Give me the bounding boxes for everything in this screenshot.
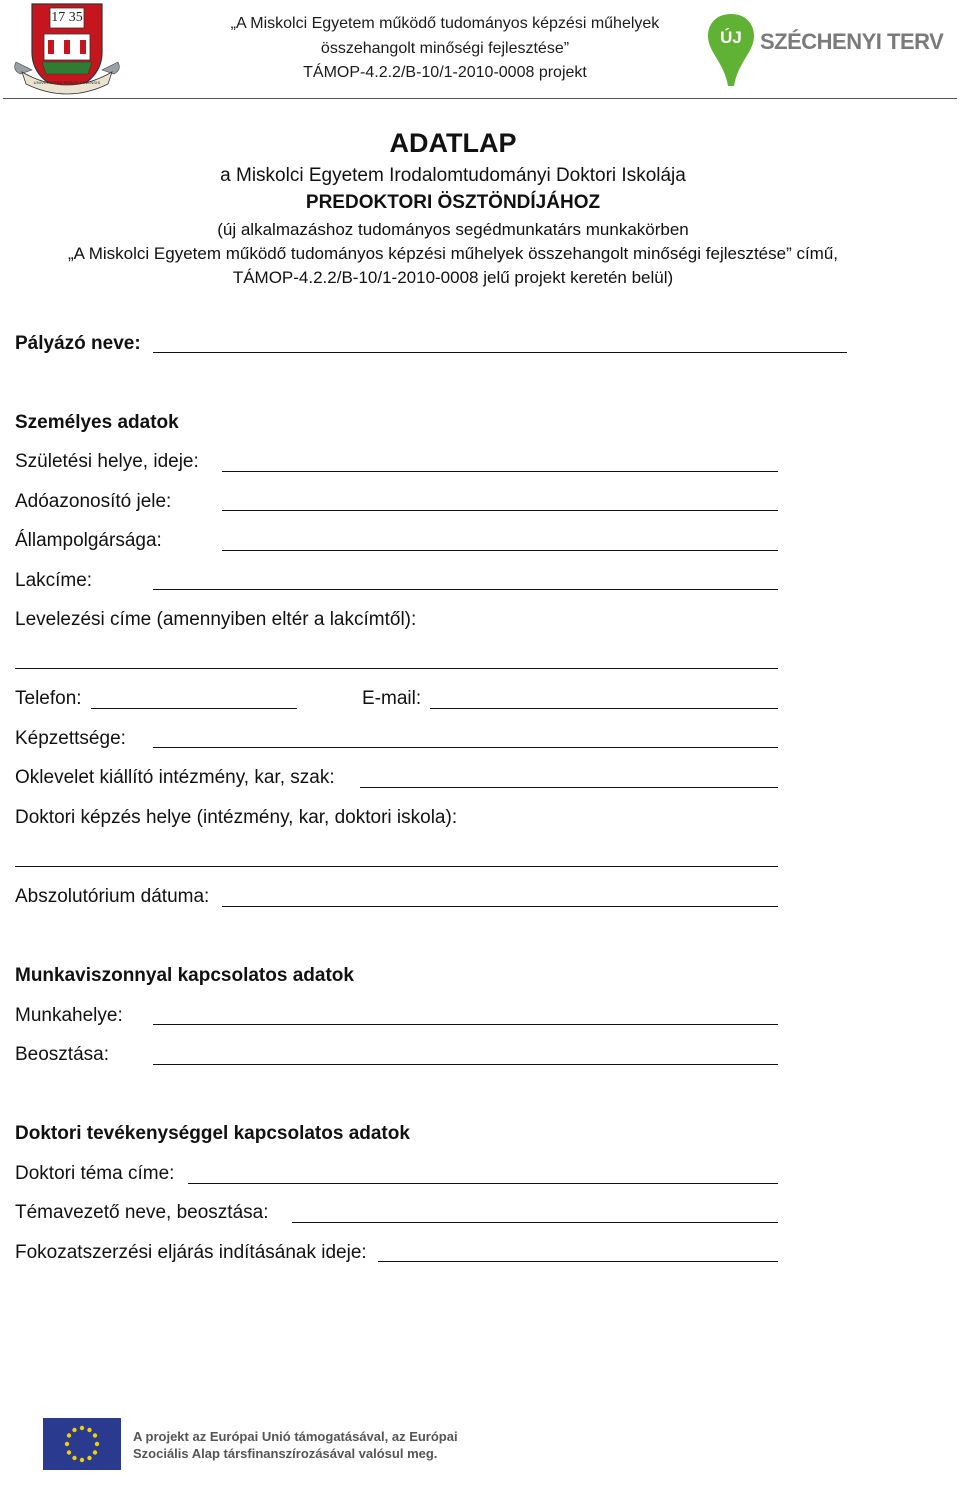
workplace-label: Munkahelye: (15, 1005, 123, 1026)
qualification-field[interactable] (153, 747, 778, 748)
supervisor-field[interactable] (292, 1222, 778, 1223)
section-heading-employment: Munkaviszonnyal kapcsolatos adatok (15, 965, 354, 986)
email-label: E-mail: (362, 688, 422, 709)
crest-years: 17 35 (51, 10, 83, 25)
diploma-institution-label: Oklevelet kiállító intézmény, kar, szak: (15, 767, 335, 788)
birth-field[interactable] (222, 471, 778, 472)
title-project-name: „A Miskolci Egyetem működő tudományos képzési műhelyek összehangolt minőségi fejlesztése” című, (67, 244, 839, 263)
tax-id-label: Adóazonosító jele: (15, 491, 172, 512)
phone-label: Telefon: (15, 688, 82, 709)
szechenyi-terv-text: SZÉCHENYI TERV (760, 29, 944, 54)
email-field[interactable] (430, 708, 778, 709)
title-doctoral-school: a Miskolci Egyetem Irodalomtudományi Doktori Iskolája (220, 165, 686, 186)
doctoral-topic-label: Doktori téma címe: (15, 1163, 175, 1184)
supervisor-label: Témavezető neve, beosztása: (15, 1202, 269, 1223)
mailing-address-field[interactable] (15, 668, 778, 669)
szechenyi-uj-mark: ÚJ (720, 28, 742, 47)
position-field[interactable] (153, 1064, 778, 1065)
phone-field[interactable] (91, 708, 297, 709)
procedure-start-field[interactable] (378, 1261, 778, 1262)
doctoral-place-field[interactable] (15, 866, 778, 867)
birth-label: Születési helye, ideje: (15, 451, 199, 472)
university-crest-logo (12, 0, 122, 98)
qualification-label: Képzettsége: (15, 728, 126, 749)
absolutorium-label: Abszolutórium dátuma: (15, 886, 210, 907)
procedure-start-label: Fokozatszerzési eljárás indításának ideje: (15, 1242, 367, 1263)
header-divider (3, 98, 957, 99)
doctoral-topic-field[interactable] (188, 1183, 778, 1184)
diploma-institution-field[interactable] (360, 787, 778, 788)
doctoral-place-label: Doktori képzés helye (intézmény, kar, doktori iskola): (15, 807, 458, 828)
applicant-name-field[interactable] (153, 352, 847, 353)
section-heading-doctoral: Doktori tevékenységgel kapcsolatos adatok (15, 1123, 410, 1144)
eu-flag-icon (43, 1418, 121, 1470)
citizenship-label: Állampolgársága: (15, 530, 162, 551)
title-project-code: TÁMOP-4.2.2/B-10/1-2010-0008 jelű projekt keretén belül) (232, 268, 674, 287)
header-line-2: összehangolt minőségi fejlesztése” (320, 39, 570, 57)
header-project-title (180, 12, 710, 86)
position-label: Beosztása: (15, 1044, 109, 1065)
citizenship-field[interactable] (222, 550, 778, 551)
footer-eu-funding-note (133, 1428, 458, 1462)
section-heading-personal: Személyes adatok (15, 412, 179, 433)
footer-line-2: Szociális Alap társfinanszírozásával valósul meg. (133, 1446, 438, 1461)
footer-line-1: A projekt az Európai Unió támogatásával, az Európai (133, 1429, 458, 1444)
page-title: ADATLAP (389, 128, 517, 158)
absolutorium-field[interactable] (222, 906, 778, 907)
mailing-address-label: Levelezési címe (amennyiben eltér a lakcímtől): (15, 609, 417, 630)
tax-id-field[interactable] (222, 510, 778, 511)
header-line-3: TÁMOP-4.2.2/B-10/1-2010-0008 projekt (303, 64, 587, 81)
address-field[interactable] (153, 589, 778, 590)
applicant-name-label: Pályázó neve: (15, 333, 141, 354)
address-label: Lakcíme: (15, 570, 93, 591)
header-line-1: „A Miskolci Egyetem működő tudományos képzési műhelyek (230, 15, 660, 32)
title-scholarship: PREDOKTORI ÖSZTÖNDÍJÁHOZ (305, 192, 601, 213)
workplace-field[interactable] (153, 1024, 778, 1025)
crest-ribbon-text: UNIVERSITAS MISKOLCINENSIS (33, 80, 101, 85)
title-position-note: (új alkalmazáshoz tudományos segédmunkatárs munkakörben (217, 220, 689, 239)
szechenyi-terv-logo (706, 12, 944, 88)
